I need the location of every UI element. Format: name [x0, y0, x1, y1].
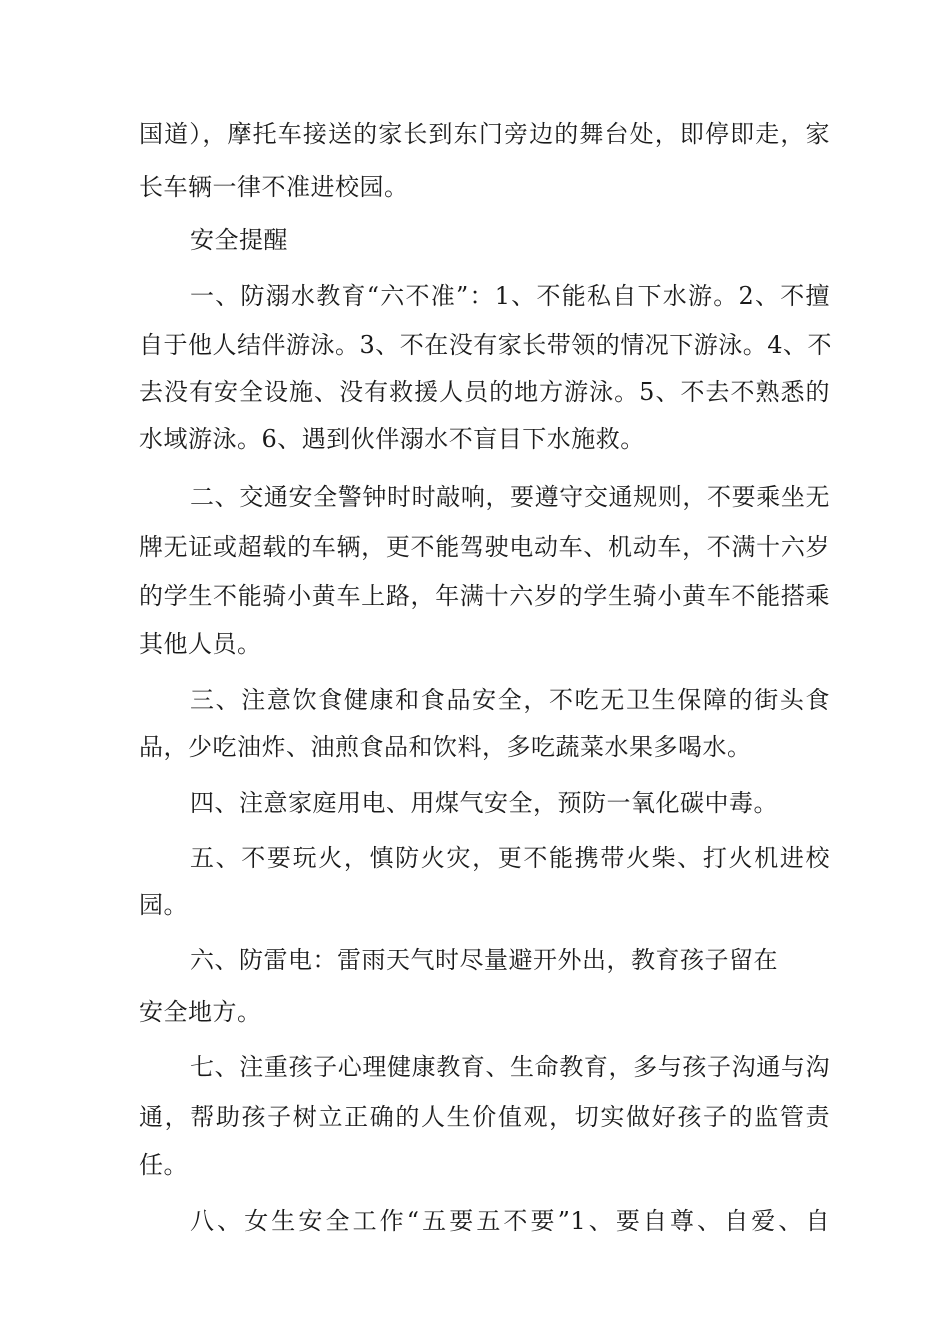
text-line: 任。 [139, 1151, 188, 1179]
text-line: 园。 [139, 891, 188, 919]
text-line: 牌无证或超载的车辆，更不能驾驶电动车、机动车，不满十六岁 [139, 533, 830, 561]
text-line: 去没有安全设施、没有救援人员的地方游泳。5、不去不熟悉的 [139, 378, 830, 406]
text-line: 三、注意饮食健康和食品安全，不吃无卫生保障的街头食 [190, 686, 830, 714]
text-line: 八、女生安全工作“五要五不要”1、要自尊、自爱、自 [190, 1207, 830, 1235]
text-line: 二、交通安全警钟时时敲响，要遵守交通规则，不要乘坐无 [190, 483, 830, 511]
text-line: 国道），摩托车接送的家长到东门旁边的舞台处，即停即走，家 [139, 120, 830, 148]
text-line: 长车辆一律不准进校园。 [139, 173, 409, 201]
section-heading: 安全提醒 [190, 226, 288, 254]
text-line: 五、不要玩火，慎防火灾，更不能携带火柴、打火机进校 [190, 844, 830, 872]
text-line: 水域游泳。6、遇到伙伴溺水不盲目下水施救。 [139, 425, 645, 453]
text-line: 通，帮助孩子树立正确的人生价值观，切实做好孩子的监管责 [139, 1103, 830, 1131]
text-line: 安全地方。 [139, 998, 262, 1026]
text-line: 自于他人结伴游泳。3、不在没有家长带领的情况下游泳。4、不 [139, 331, 833, 359]
text-line: 品，少吃油炸、油煎食品和饮料，多吃蔬菜水果多喝水。 [139, 733, 752, 761]
text-line: 的学生不能骑小黄车上路，年满十六岁的学生骑小黄车不能搭乘 [139, 582, 830, 610]
text-line: 其他人员。 [139, 630, 262, 658]
text-line: 一、防溺水教育“六不准”：1、不能私自下水游。2、不擅 [190, 282, 830, 310]
text-line: 七、注重孩子心理健康教育、生命教育，多与孩子沟通与沟 [190, 1053, 830, 1081]
text-line: 六、防雷电：雷雨天气时尽量避开外出，教育孩子留在 [190, 946, 778, 974]
text-line: 四、注意家庭用电、用煤气安全，预防一氧化碳中毒。 [190, 789, 778, 817]
